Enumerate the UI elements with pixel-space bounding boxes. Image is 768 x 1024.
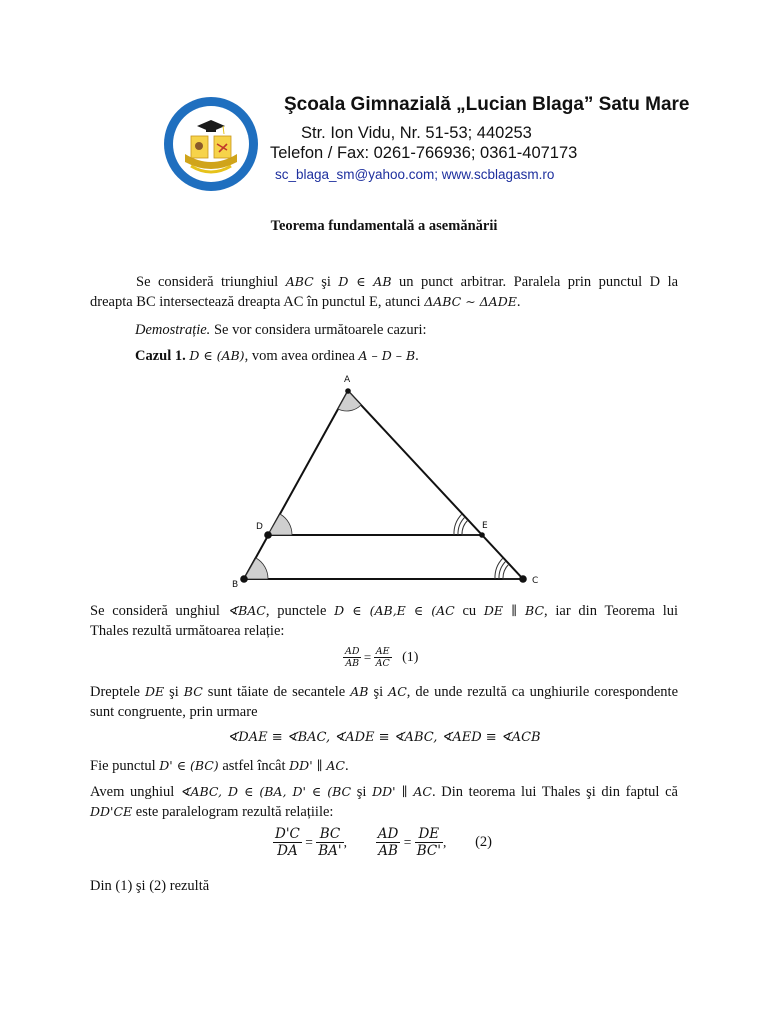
paragraph-secants-line2: sunt congruente, prin urmare: [90, 704, 258, 720]
point-b: [240, 575, 248, 583]
paragraph-conclusion: Din (1) şi (2) rezultă: [90, 878, 210, 894]
label-a: A: [344, 375, 351, 385]
point-c: [519, 575, 527, 583]
case-1-heading: Cazul 1. D ∈ (AB), vom avea ordinea A – D – B.: [135, 348, 419, 364]
side-ab: [244, 391, 348, 579]
triangle-figure: [230, 370, 550, 595]
paragraph-point-d-prime: Fie punctul D' ∈ (BC) astfel încât DD' ∥ AC.: [90, 758, 349, 774]
label-c: C: [532, 576, 539, 586]
proof-intro: Demostrație. Se vor considera următoarele cazuri:: [135, 322, 427, 338]
logo-motto: mpreună vom dobândi înțelepciun: [171, 106, 251, 148]
label-d: D: [256, 522, 263, 532]
school-phone: Telefon / Fax: 0261-766936; 0361-407173: [270, 144, 578, 162]
theorem-statement-line1: Se consideră triunghiul ABC şi D ∈ AB un punct arbitrar. Paralela prin punctul D la: [136, 274, 679, 290]
equation-1: $\frac{AD}{AB}$ = $\frac{AE}{AC}$ (1): [345, 646, 419, 669]
angle-d-mark: [268, 514, 292, 535]
point-e: [479, 532, 485, 538]
equation-2: $\frac{D'C}{DA}$ = $\frac{BC}{BA'}$ , $\frac{AD}{AB}$ = $\frac{DE}{BC'}$ , (2): [275, 826, 492, 859]
paragraph-thales-line1: Se consideră unghiul ∢BAC, punctele D ∈ (AB,E ∈ (AC cu DE ∥ BC, iar din Teorema lui: [90, 603, 679, 619]
school-name: Şcoala Gimnazială „Lucian Blaga” Satu Mare: [284, 94, 690, 115]
document-title: Teorema fundamentală a asemănării: [270, 218, 498, 234]
school-contact-links[interactable]: sc_blaga_sm@yahoo.com; www.scblagasm.ro: [275, 167, 555, 182]
label-e: E: [482, 521, 488, 531]
paragraph-thales-line2: Thales rezultă următoarea relație:: [90, 623, 285, 639]
theorem-statement-line2: dreapta BC intersectează dreapta AC în punctul E, atunci ΔABC ∼ ΔADE.: [90, 294, 521, 310]
school-logo: [163, 96, 259, 192]
label-b: B: [232, 580, 239, 590]
equation-angles: ∢DAE ≡ ∢BAC, ∢ADE ≡ ∢ABC, ∢AED ≡ ∢ACB: [227, 730, 541, 745]
paragraph-secants-line1: Dreptele DE şi BC sunt tăiate de secantele AB şi AC, de unde rezultă ca unghiurile corespondente: [90, 684, 679, 700]
side-ac: [348, 391, 523, 579]
paragraph-parallelogram-line1: Avem unghiul ∢ABC, D ∈ (BA, D' ∈ (BC şi DD' ∥ AC. Din teorema lui Thales şi din faptul că: [90, 784, 678, 800]
point-d: [264, 531, 272, 539]
school-address: Str. Ion Vidu, Nr. 51-53; 440253: [301, 124, 532, 142]
paragraph-parallelogram-line2: DD'CE este paralelogram rezultă relațiile:: [90, 804, 334, 820]
angle-b-mark: [244, 558, 268, 579]
point-a: [345, 388, 351, 394]
